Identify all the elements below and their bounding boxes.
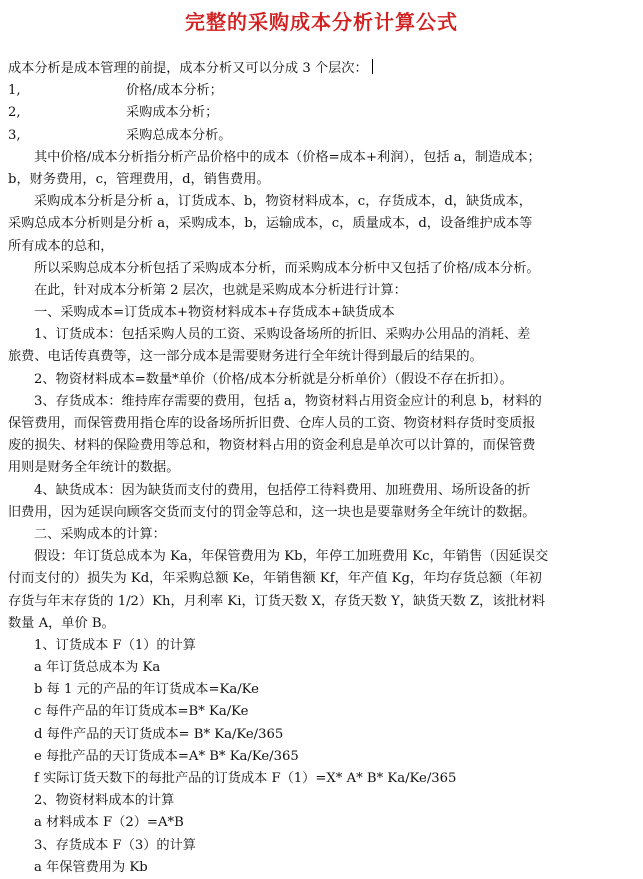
text-line: 旅费、电话传真费等，这一部分成本是需要财务进行全年统计得到最后的结果的。 [8,349,483,365]
text-line: 存货与年末存货的 1/2）Kh，月利率 Ki，订货天数 X，存货天数 Y，缺货天数 Z，该批材料 [8,593,546,609]
text-line: 所有成本的总和， [8,238,114,254]
text-line: 保管费用，而保管费用指仓库的设备场所折旧费、仓库人员的工资、物资材料存货时变质报 [8,416,536,431]
text-line: 所以采购总成本分析包括了采购成本分析，而采购成本分析中又包括了价格/成本分析。 [34,260,540,276]
text-line: 废的损失、材料的保险费用等总和，物资材料占用的资金利息是单次可以计算的，而保管费 [8,438,536,454]
text-line: 其中价格/成本分析指分析产品价格中的成本（价格=成本+利润），包括 a，制造成本； [34,149,541,165]
intro-line [8,58,630,80]
text-line: 用则是财务全年统计的数据。 [8,460,180,476]
list-number: 3, [8,127,21,143]
text-line: e 每批产品的天订货成本=A* B* Ka/Ke/365 [34,748,299,764]
text-line: d 每件产品的天订货成本= B* Ka/Ke/365 [34,726,284,742]
text-line: 付而支付的）损失为 Kd，年采购总额 Ke，年销售额 Kf，年产值 Kg，年均存货总额（年初 [8,571,542,587]
list-item [8,102,630,124]
text-line: 4、缺货成本：因为缺货而支付的费用，包括停工待料费用、加班费用、场所设备的折 [34,482,531,498]
text-line: a 年订货总成本为 Ka [34,660,161,676]
document-body [8,58,630,879]
text-line: 3、存货成本 F（3）的计算 [34,837,196,853]
list-item [8,125,630,147]
text-line: f 实际订货天数下的每批产品的订货成本 F（1）=X* A* B* Ka/Ke/365 [34,771,457,786]
text-line: 旧费用，因为延误向顾客交货而支付的罚金等总和，这一块也是要靠财务全年统计的数据。 [8,504,536,520]
list-text: 采购总成本分析。 [126,127,232,143]
text-line: b，财务费用，c，管理费用，d，销售费用。 [8,171,270,187]
text-line: 数量 A，单价 B。 [8,615,115,631]
text-line: 2、物资材料成本=数量*单价（价格/成本分析就是分析单价）（假设不存在折扣）。 [34,371,513,387]
text-line: 2、物资材料成本的计算 [34,793,175,809]
document-title: 完整的采购成本分析计算公式 [185,10,458,34]
list-text: 采购成本分析； [126,105,219,121]
text-line: 3、存货成本：维持库存需要的费用，包括 a，物资材料占用资金应计的利息 b，材料的 [34,393,542,409]
text-line: 1、订货成本：包括采购人员的工资、采购设备场所的折旧、采购办公用品的消耗、差 [34,327,531,343]
text-line: 二、采购成本的计算： [34,526,166,542]
intro-text: 成本分析是成本管理的前提，成本分析又可以分成 3 个层次： [8,61,368,76]
list-number: 2, [8,105,21,121]
text-line: a 年保管费用为 Kb [34,859,148,875]
text-line: b 每 1 元的产品的年订货成本=Ka/Ke [34,682,259,698]
levels-list [8,80,630,147]
text-line: 在此，针对成本分析第 2 层次，也就是采购成本分析进行计算： [34,282,407,298]
text-line: a 材料成本 F（2）=A*B [34,815,184,831]
list-text: 价格/成本分析； [126,83,223,99]
list-number: 1, [8,83,21,99]
list-item [8,80,630,102]
text-line: 1、订货成本 F（1）的计算 [34,637,196,653]
text-line: 一、采购成本=订货成本+物资材料成本+存货成本+缺货成本 [34,305,395,321]
paragraph-lines [8,147,630,879]
text-cursor [372,59,373,74]
text-line: 假设：年订货总成本为 Ka，年保管费用为 Kb，年停工加班费用 Kc，年销售（因延误交 [34,549,549,565]
text-line: 采购总成本分析则是分析 a，采购成本，b，运输成本，c，质量成本，d，设备维护成本等 [8,216,533,232]
text-line: 采购成本分析是分析 a，订货成本、b，物资材料成本，c，存货成本，d，缺货成本， [34,194,532,210]
text-line: c 每件产品的年订货成本=B* Ka/Ke [34,704,249,720]
